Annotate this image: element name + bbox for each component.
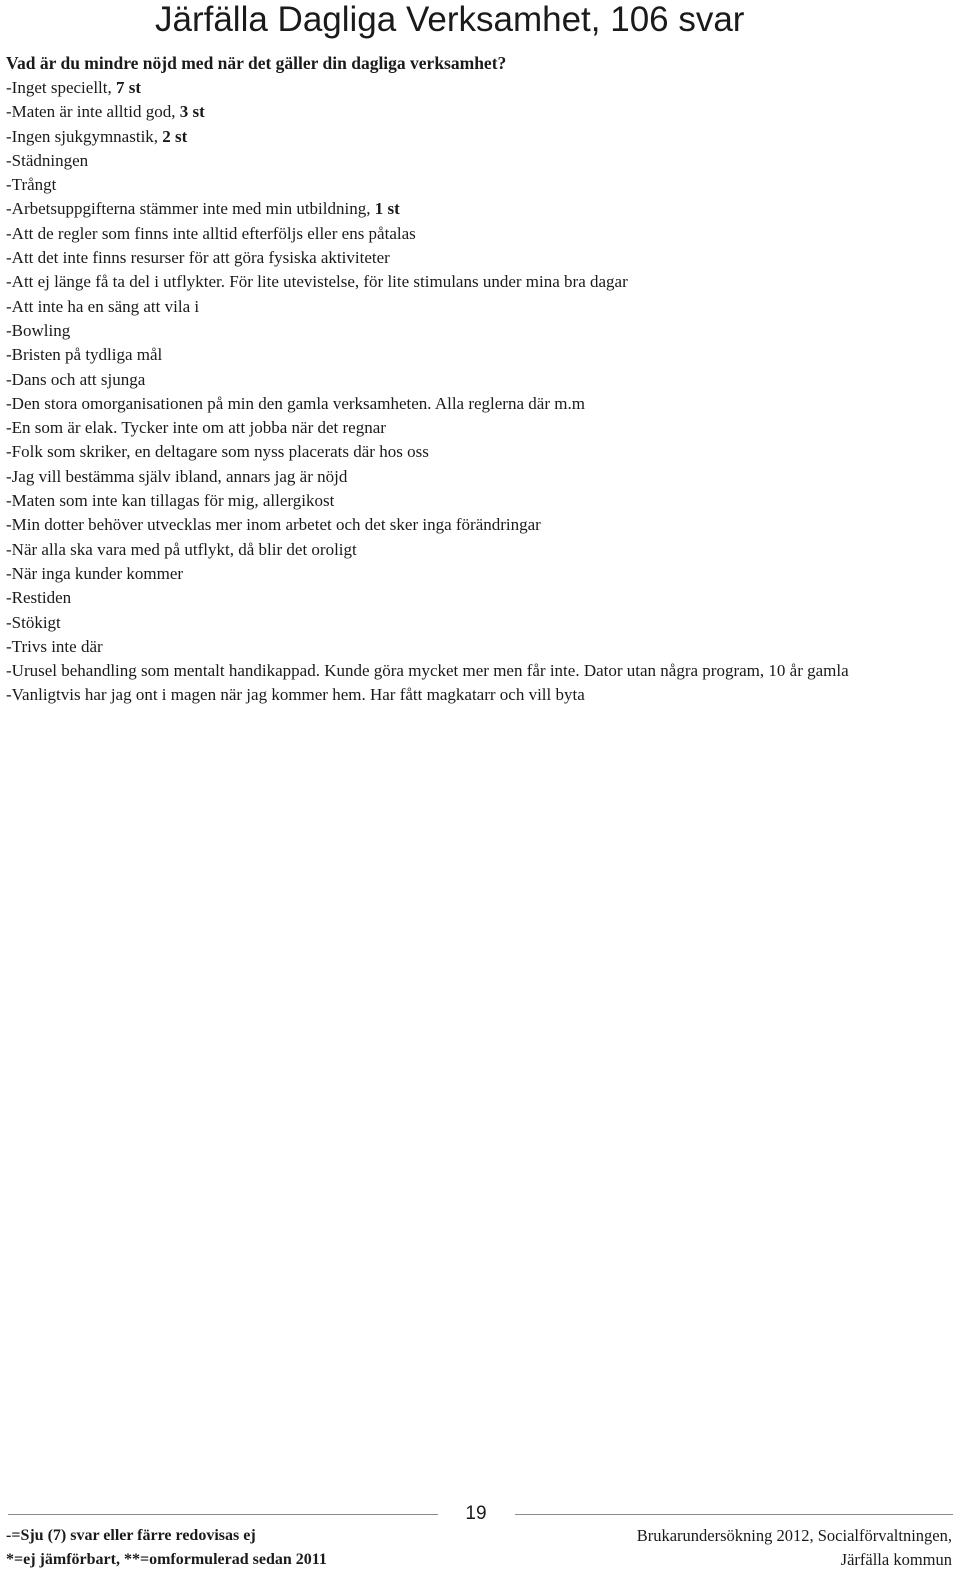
answer-list: [6, 76, 954, 708]
footer-legend: [6, 1524, 327, 1572]
answer-text: -Stökigt: [6, 612, 61, 632]
list-item: [6, 683, 954, 707]
list-item: [6, 562, 954, 586]
list-item: [6, 343, 954, 367]
answer-text: -Bristen på tydliga mål: [6, 345, 163, 365]
answer-text: -Vanligtvis har jag ont i magen när jag kommer hem. Har fått magkatarr och vill byta: [6, 685, 585, 705]
list-item: [6, 538, 954, 562]
list-item: [6, 440, 954, 464]
answer-text: -En som är elak. Tycker inte om att jobba när det regnar: [6, 418, 386, 438]
list-item: [6, 586, 954, 610]
answer-text: -Inget speciellt,: [6, 78, 116, 97]
answer-text: -Folk som skriker, en deltagare som nyss placerats där hos oss: [6, 442, 429, 462]
list-item: [6, 100, 954, 124]
answer-text: -Ingen sjukgymnastik,: [6, 126, 163, 146]
list-item: [6, 125, 954, 149]
answer-text: -När inga kunder kommer: [6, 563, 184, 583]
page-number: 19: [465, 1503, 487, 1524]
list-item: [6, 222, 954, 246]
answer-text: -Att ej länge få ta del i utflykter. För lite utevistelse, för lite stimulans under mina bra dagar: [6, 272, 628, 292]
answer-text: -Jag vill bestämma själv ibland, annars jag är nöjd: [6, 466, 348, 486]
answer-text: -Trångt: [6, 175, 57, 195]
survey-question: Vad är du mindre nöjd med när det gäller din dagliga verksamhet?: [6, 53, 507, 73]
answer-text: -Dans och att sjunga: [6, 369, 146, 389]
list-item: [6, 368, 954, 392]
answer-text: -Urusel behandling som mentalt handikappad. Kunde göra mycket mer men får inte. Dator utan några program, 10 år gamla: [6, 661, 849, 681]
list-item: [6, 489, 954, 513]
answer-text: -Den stora omorganisationen på min den gamla verksamheten. Alla reglerna där m.m: [6, 393, 585, 413]
answer-count: 3 st: [179, 102, 205, 122]
list-item: [6, 513, 954, 537]
answer-text: -Städningen: [6, 150, 89, 170]
answer-text: -Att inte ha en säng att vila i: [6, 296, 200, 316]
list-item: [6, 197, 954, 221]
legend-line: -=Sju (7) svar eller färre redovisas ej: [6, 1527, 256, 1544]
list-item: [6, 295, 954, 319]
page-title: Järfälla Dagliga Verksamhet, 106 svar: [155, 0, 745, 39]
footer-divider-left: [8, 1514, 438, 1515]
source-line: Järfälla kommun: [840, 1550, 952, 1569]
footer-source: [637, 1524, 952, 1572]
answer-text: -Arbetsuppgifterna stämmer inte med min utbildning,: [6, 199, 375, 219]
answer-text: -Bowling: [6, 320, 71, 340]
answer-text: -Min dotter behöver utvecklas mer inom arbetet och det sker inga förändringar: [6, 515, 541, 535]
list-item: [6, 319, 954, 343]
list-item: [6, 416, 954, 440]
list-item: [6, 659, 954, 683]
answer-text: -Att det inte finns resurser för att göra fysiska aktiviteter: [6, 248, 390, 268]
list-item: [6, 270, 954, 294]
list-item: [6, 465, 954, 489]
list-item: [6, 149, 954, 173]
legend-line: *=ej jämförbart, **=omformulerad sedan 2011: [6, 1551, 327, 1568]
list-item: [6, 635, 954, 659]
footer-divider-right: [515, 1514, 953, 1515]
answer-text: -Att de regler som finns inte alltid efterföljs eller ens påtalas: [6, 223, 416, 243]
answer-count: 2 st: [162, 126, 188, 146]
answer-text: -Maten är inte alltid god,: [6, 102, 180, 122]
answer-text: -Trivs inte där: [6, 636, 103, 656]
answer-text: -Maten som inte kan tillagas för mig, allergikost: [6, 491, 335, 511]
list-item: [6, 173, 954, 197]
list-item: [6, 246, 954, 270]
answer-count: 7 st: [116, 78, 142, 97]
answer-text: -När alla ska vara med på utflykt, då blir det oroligt: [6, 539, 357, 559]
list-item: [6, 76, 954, 100]
list-item: [6, 392, 954, 416]
answer-text: -Restiden: [6, 588, 72, 608]
answer-count: 1 st: [374, 199, 400, 219]
list-item: [6, 611, 954, 635]
source-line: Brukarundersökning 2012, Socialförvaltningen,: [636, 1526, 952, 1545]
